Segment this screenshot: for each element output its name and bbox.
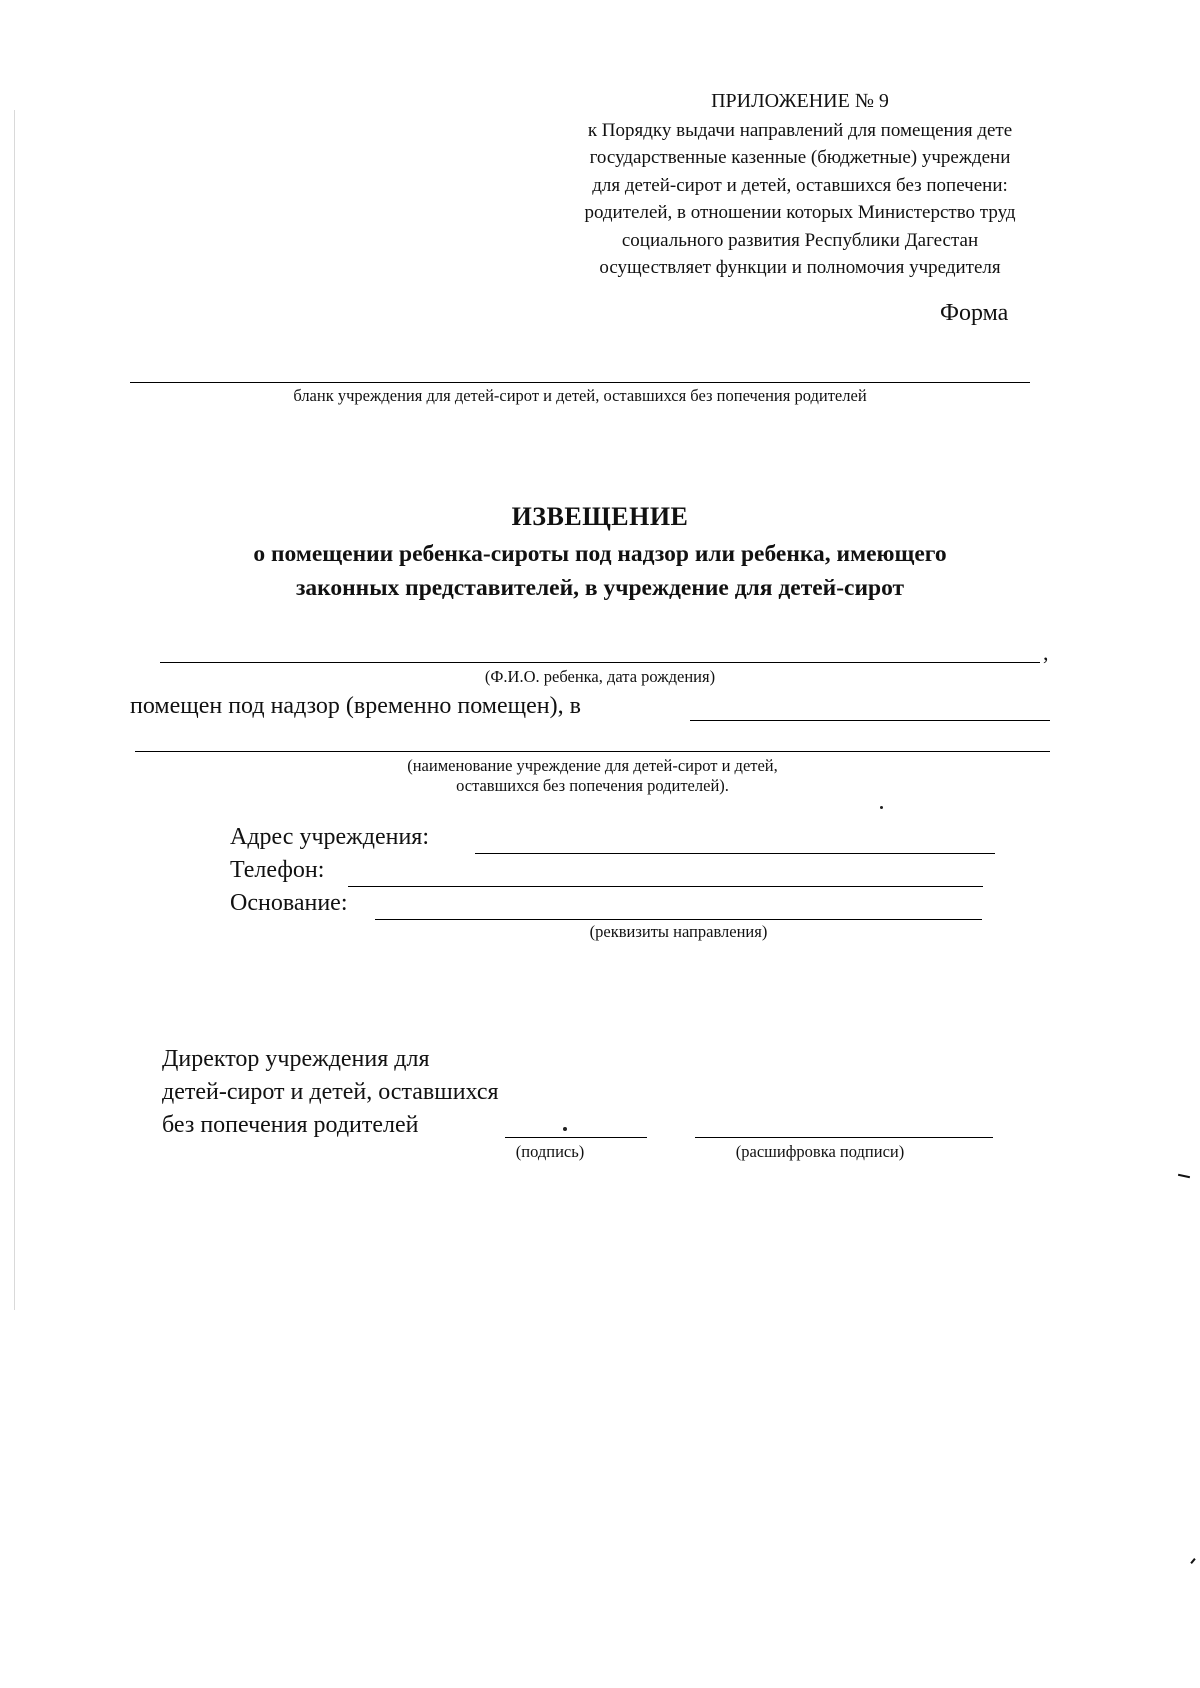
director-title (162, 1043, 499, 1142)
institution-caption (135, 756, 1050, 796)
scan-mark (1178, 1174, 1190, 1178)
child-name-caption: (Ф.И.О. ребенка, дата рождения) (484, 667, 716, 686)
signature-dot (563, 1127, 567, 1131)
appendix-header (540, 88, 1060, 282)
scan-mark (1190, 1558, 1195, 1564)
appendix-line: для детей-сирот и детей, оставшихся без попечени: (592, 174, 1008, 196)
director-line: Директор учреждения для (162, 1046, 430, 1072)
document-title: ИЗВЕЩЕНИЕ (511, 502, 689, 531)
institution-field-line (135, 751, 1050, 752)
director-line: детей-сирот и детей, оставшихся (162, 1079, 499, 1105)
document-subtitle (0, 537, 1200, 605)
form-label: Форма (940, 300, 1009, 326)
subtitle-line: о помещении ребенка-сироты под надзор или ребенка, имеющего (253, 541, 947, 567)
basis-label: Основание: (230, 890, 348, 916)
scan-speck (880, 806, 883, 809)
child-name-field-line (160, 662, 1040, 663)
placed-text: помещен под надзор (временно помещен), в (130, 693, 581, 719)
basis-caption: (реквизиты направления) (589, 922, 768, 941)
scan-edge-line (14, 110, 15, 1310)
phone-label: Телефон: (230, 857, 325, 883)
basis-field-line (375, 919, 982, 920)
appendix-number: ПРИЛОЖЕНИЕ № 9 (711, 90, 889, 112)
signature-field-line (505, 1137, 647, 1138)
subtitle-line: законных представителей, в учреждение для детей-сирот (295, 575, 905, 601)
letterhead-caption: бланк учреждения для детей-сирот и детей, оставшихся без попечения родителей (293, 386, 867, 405)
appendix-line: осуществляет функции и полномочия учредителя (599, 257, 1001, 278)
signature-caption: (подпись) (515, 1142, 585, 1161)
appendix-line: родителей, в отношении которых Министерство труд (584, 202, 1016, 223)
appendix-line: государственные казенные (бюджетные) учреждени (589, 147, 1011, 168)
letterhead-line (130, 382, 1030, 383)
decoding-caption: (расшифровка подписи) (735, 1142, 905, 1161)
placement-field-line (690, 720, 1050, 721)
comma-mark: , (1043, 640, 1049, 665)
institution-caption-line: оставшихся без попечения родителей). (456, 776, 729, 795)
address-label: Адрес учреждения: (230, 824, 430, 850)
appendix-line: социального развития Республики Дагестан (621, 229, 979, 251)
institution-caption-line: (наименование учреждение для детей-сирот и детей, (407, 756, 778, 775)
phone-field-line (348, 886, 983, 887)
address-field-line (475, 853, 995, 854)
decoding-field-line (695, 1137, 993, 1138)
director-line: без попечения родителей (162, 1112, 419, 1138)
appendix-line: к Порядку выдачи направлений для помещения дете (587, 119, 1013, 141)
